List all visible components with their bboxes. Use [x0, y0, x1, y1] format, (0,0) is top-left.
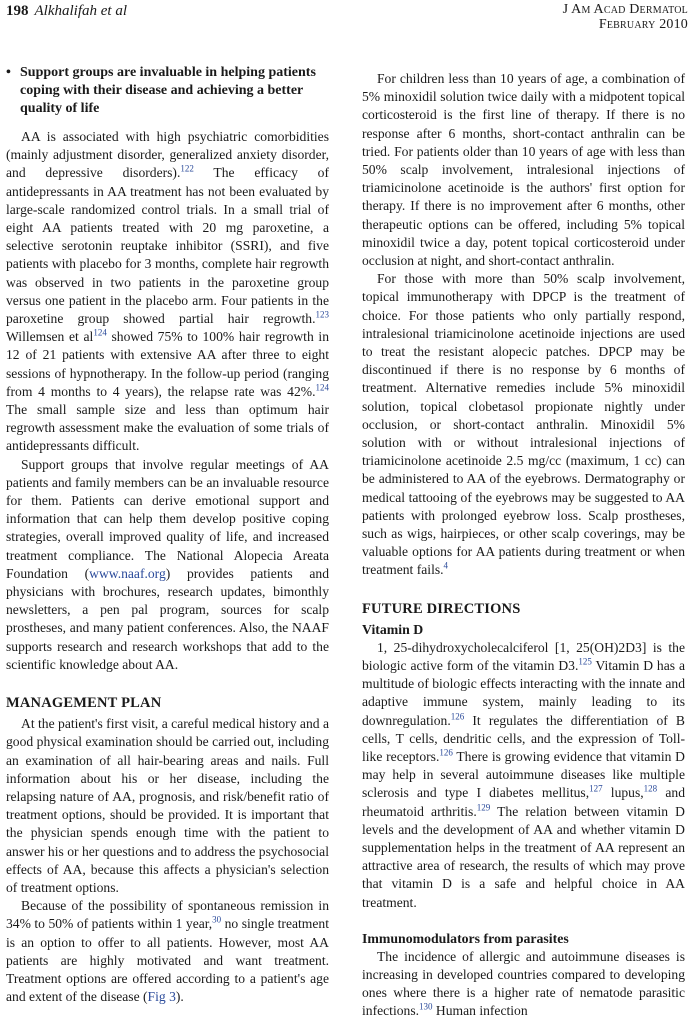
- text-run: The relation between vitamin D levels and the development of AA and whether vitamin D supplementation helps in the treatment of AA represent an attractive area of research, the results of which may prove that vitamin D is a safe and helpful choice in AA treatment.: [362, 803, 685, 910]
- reference-citation[interactable]: 127: [589, 783, 603, 794]
- text-run: Human infection: [432, 1003, 528, 1019]
- text-run: The efficacy of antidepressants in AA treatment has not been evaluated by large-scale randomized control trials. In a small trial of eight AA patients treated with 20 mg paroxetine, a selective serotonin reuptake inhibitor (SSRI), and five patients with placebo for 3 months, complete hair regrowth was observed in two patients in the paroxetine group versus one patient in the placebo arm. Four patients in the paroxetine group showed partial hair regrowth.: [6, 165, 329, 327]
- text-run: For those with more than 50% scalp involvement, topical immunotherapy with DPCP is the treatment of choice. For those patients who only partially respond, intralesional triamicinolone acetinoide injections are used to treat the resistant alopecic patches. DPCP may be discontinued if there is no response by 6 months of treatment. Alternative remedies include 5% minoxidil solution, topical clobetasol propionate nightly under occlusion, or short-contact anthralin. Minoxidil 5% solution with or without intralesional injections of triamicinolone acetinoide 2.5 mg/cc (maximum, 1 cc) can be administered to AA of the eyebrows. Dermatography or medical tattooing of the eyebrows may be suggested to AA patients with prolonged eyebrow loss. Scalp prostheses, such as wigs, hairpieces, or other scalp coverings, may be valuable options for AA patients during treatment or when treatment fails.: [362, 271, 685, 578]
- paragraph-parasites: [362, 948, 685, 1021]
- bullet-dot-icon: •: [6, 65, 11, 80]
- key-point-text: Support groups are invaluable in helping patients coping with their disease and achieving a better quality of life: [20, 65, 316, 116]
- reference-citation[interactable]: 130: [419, 1001, 433, 1012]
- reference-citation[interactable]: 126: [439, 747, 453, 758]
- page-header: [6, 2, 688, 36]
- paragraph-spontaneous-remission: [6, 897, 329, 1006]
- running-head-right: [563, 2, 688, 32]
- reference-citation[interactable]: 126: [450, 710, 465, 721]
- text-run: 1, 25-dihydroxycholecalciferol [1, 25(OH)2D3] is the biologic active form of the vitamin D3.: [362, 639, 685, 673]
- section-heading-future-directions: FUTURE DIRECTIONS: [362, 600, 521, 617]
- text-run: The incidence of allergic and autoimmune diseases is increasing in developed countries compared to developing ones where there is a higher rate of nematode parasitic infections.: [362, 948, 685, 1019]
- running-head-left: [6, 2, 127, 20]
- reference-citation[interactable]: 124: [315, 382, 329, 393]
- text-run: showed 75% to 100% hair regrowth in 12 of 21 patients with extensive AA after three to eight sessions of hypnotherapy. In the follow-up period (ranging from 4 months to 4 years), the relapse rate was 42%.: [6, 329, 330, 399]
- page-number: 198: [6, 3, 29, 19]
- reference-citation[interactable]: 123: [315, 309, 329, 320]
- text-run: Vitamin D has a multitude of biologic effects interacting with the innate and adaptive immune system, mainly leading to its downregulation.: [362, 657, 686, 728]
- paragraph-vitamin-d: [362, 639, 685, 912]
- text-run: ).: [175, 989, 184, 1005]
- running-authors: Alkhalifah et al: [34, 3, 127, 19]
- paragraph-first-visit: At the patient's first visit, a careful medical history and a good physical examination should be carried out, including an examination of all hair-bearing areas and nails. Full information about his or her disease, including the relapsing nature of AA, prognosis, and risk/benefit ratio of treatment options, should be provided. It is important that the physician spends enough time with the patient to answer his or her questions and to address the psychosocial effects of AA, because this affects a physician's selection of treatment options.: [6, 716, 329, 895]
- figure-link[interactable]: Fig 3: [147, 989, 176, 1005]
- text-run: ) provides patients and physicians with brochures, research updates, bimonthly newsletters, a pen pal program, sources for scalp prostheses, and many patient conferences. Also, the NAAF supports research and research workshops that add to the scientific knowledge about AA.: [6, 565, 329, 672]
- subheading-vitamin-d: Vitamin D: [362, 621, 424, 637]
- text-run: Support groups that involve regular meetings of AA patients and family members can be an invaluable resource for them. Patients can derive emotional support and information that can help them develop positive coping strategies, overall improved quality of life, and increased treatment compliance. The National Alopecia Areata Foundation (: [6, 456, 329, 581]
- reference-citation[interactable]: 125: [578, 656, 592, 667]
- text-run: AA is associated with high psychiatric comorbidities (mainly adjustment disorder, generalized anxiety disorder, and depressive disorders).: [6, 129, 329, 181]
- paragraph-children-treatment: For children less than 10 years of age, a combination of 5% minoxidil solution twice daily with a midpotent topical corticosteroid is the first line of therapy. If there is no response after 6 months, short-contact anthralin can be tried. For patients older than 10 years of age with less than 50% scalp involvement, intralesional injections of triamicinolone acetinoide is the authors' first option for therapy. If there is no improvement after 6 months, other therapeutic options can be offered, including 5% topical minoxidil twice a day, potent topical corticosteroid under occlusion at night, and short-contact anthralin.: [362, 71, 685, 269]
- journal-name: J Am Acad Dermatol: [562, 2, 688, 17]
- right-column: [362, 70, 685, 1021]
- key-point-bullet: [6, 64, 329, 118]
- text-run: lupus,: [602, 785, 644, 801]
- paragraph-extensive-involvement: [362, 270, 685, 579]
- section-heading-management-plan: MANAGEMENT PLAN: [6, 695, 162, 712]
- text-run: and rheumatoid arthritis.: [362, 785, 685, 819]
- paragraph-support-groups: [6, 456, 329, 674]
- reference-citation[interactable]: 124: [93, 327, 107, 338]
- text-run: Because of the possibility of spontaneous remission in 34% to 50% of patients within 1 year,: [6, 898, 329, 932]
- issue-date: February 2010: [598, 17, 688, 32]
- text-run: There is growing evidence that vitamin D may help in several autoimmune diseases like multiple sclerosis and type I diabetes mellitus,: [362, 748, 685, 801]
- left-column: [6, 64, 329, 1006]
- text-run: Willemsen et al: [6, 329, 94, 345]
- reference-citation[interactable]: 129: [476, 801, 491, 812]
- text-run: It regulates the differentiation of B cells, T cells, dendritic cells, and the expression of Toll-like receptors.: [362, 712, 685, 764]
- reference-citation[interactable]: 30: [212, 914, 222, 925]
- paragraph-psychiatric-comorbidity: [6, 128, 329, 456]
- reference-citation[interactable]: 4: [443, 560, 449, 571]
- text-run: The small sample size and less than optimum hair regrowth assessment make the evaluation of some trials of antidepressants difficult.: [6, 402, 329, 454]
- subheading-immunomodulators: Immunomodulators from parasites: [362, 930, 569, 946]
- reference-citation[interactable]: 122: [180, 163, 194, 174]
- naaf-website-link[interactable]: www.naaf.org: [89, 565, 166, 581]
- reference-citation[interactable]: 128: [643, 783, 658, 794]
- text-run: no single treatment is an option to offer to all patients. However, most AA patients are highly motivated and want treatment. Treatment options are offered according to a patient's age and extent of the disease (: [6, 916, 329, 1005]
